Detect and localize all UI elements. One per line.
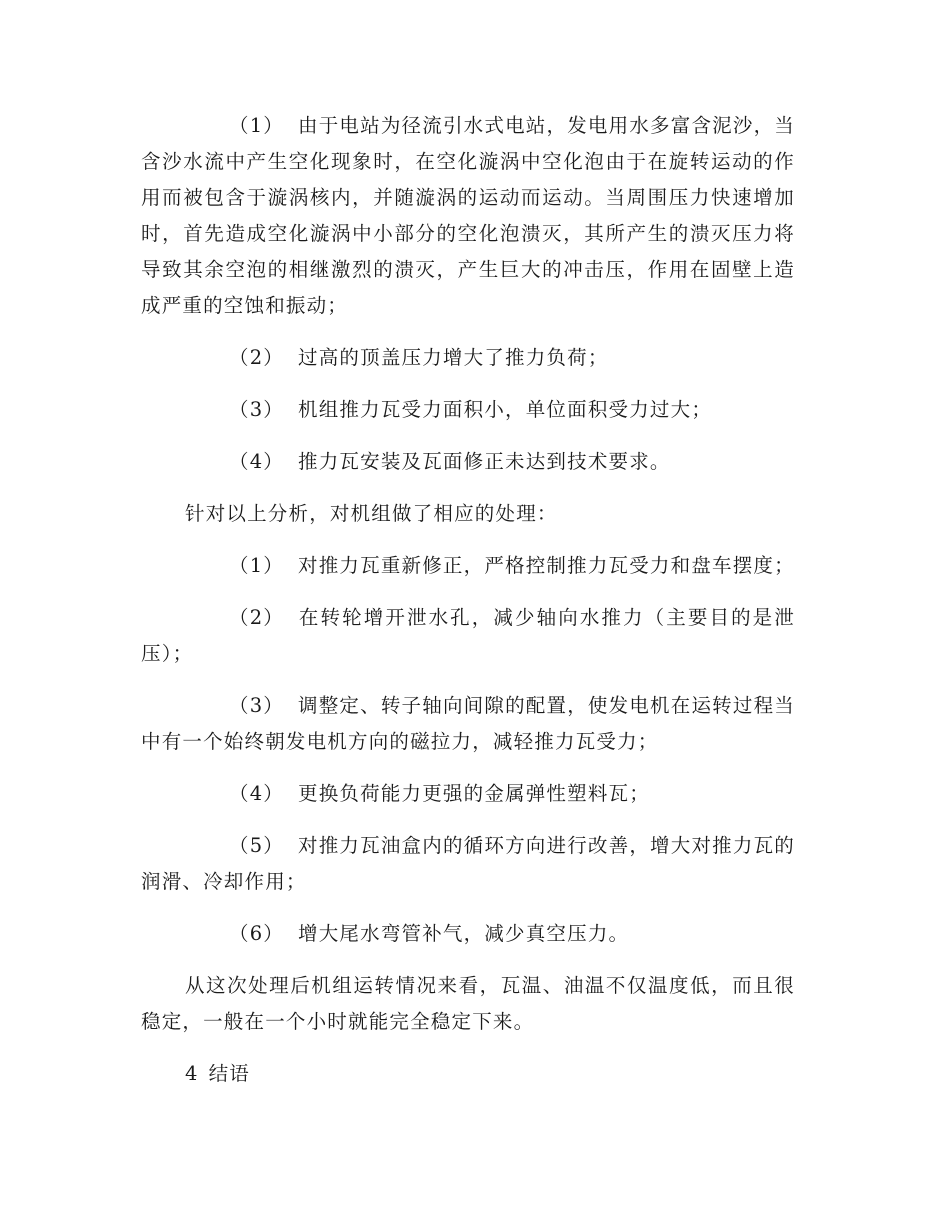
item-number: （4） [229,450,285,473]
item-number: （1） [229,114,285,137]
item-text: 过高的顶盖压力增大了推力负荷； [298,346,609,369]
measure-item-5 [141,828,795,900]
document-body [141,108,795,1092]
item-text: 推力瓦安装及瓦面修正未达到技术要求。 [298,450,671,473]
item-number: （5） [229,834,285,857]
cause-item-2 [141,340,795,376]
item-text: 对推力瓦重新修正，严格控制推力瓦受力和盘车摆度； [298,554,795,577]
item-number: （3） [229,694,285,717]
item-number: （2） [229,346,285,369]
measures-intro: 针对以上分析，对机组做了相应的处理： [185,502,558,525]
section-number: 4 [185,1062,199,1085]
section-heading [141,1056,795,1092]
item-text: 在转轮增开泄水孔，减少轴向水推力（主要目的是泄压）； [141,606,795,665]
cause-item-3 [141,392,795,428]
section-title: 结语 [208,1062,251,1085]
item-number: （3） [229,398,285,421]
measure-item-2 [141,600,795,672]
item-text: 对推力瓦油盒内的循环方向进行改善，增大对推力瓦的润滑、冷却作用； [141,834,795,893]
item-text: 由于电站为径流引水式电站，发电用水多富含泥沙，当含沙水流中产生空化现象时，在空化漩涡中空化泡由于在旋转运动的作用而被包含于漩涡核内，并随漩涡的运动而运动。当周围压力快速增加时，首先造成空化漩涡中小部分的空化泡溃灭，其所产生的溃灭压力将导致其余空泡的相继激烈的溃灭，产生巨大的冲击压，作用在固壁上造成严重的空蚀和振动； [141,114,795,317]
cause-item-4 [141,444,795,480]
item-number: （6） [229,922,285,945]
measure-item-4 [141,776,795,812]
measure-item-3 [141,688,795,760]
measure-item-1 [141,548,795,584]
item-text: 更换负荷能力更强的金属弹性塑料瓦； [298,782,650,805]
measure-item-6 [141,916,795,952]
item-text: 调整定、转子轴向间隙的配置，使发电机在运转过程当中有一个始终朝发电机方向的磁拉力，减轻推力瓦受力； [141,694,795,753]
result-paragraph: 从这次处理后机组运转情况来看，瓦温、油温不仅温度低，而且很稳定，一般在一个小时就能完全稳定下来。 [141,974,795,1033]
item-number: （4） [229,782,285,805]
cause-item-1 [141,108,795,324]
item-number: （1） [229,554,285,577]
item-text: 增大尾水弯管补气，减少真空压力。 [298,922,630,945]
item-text: 机组推力瓦受力面积小，单位面积受力过大； [298,398,713,421]
item-number: （2） [229,606,285,629]
